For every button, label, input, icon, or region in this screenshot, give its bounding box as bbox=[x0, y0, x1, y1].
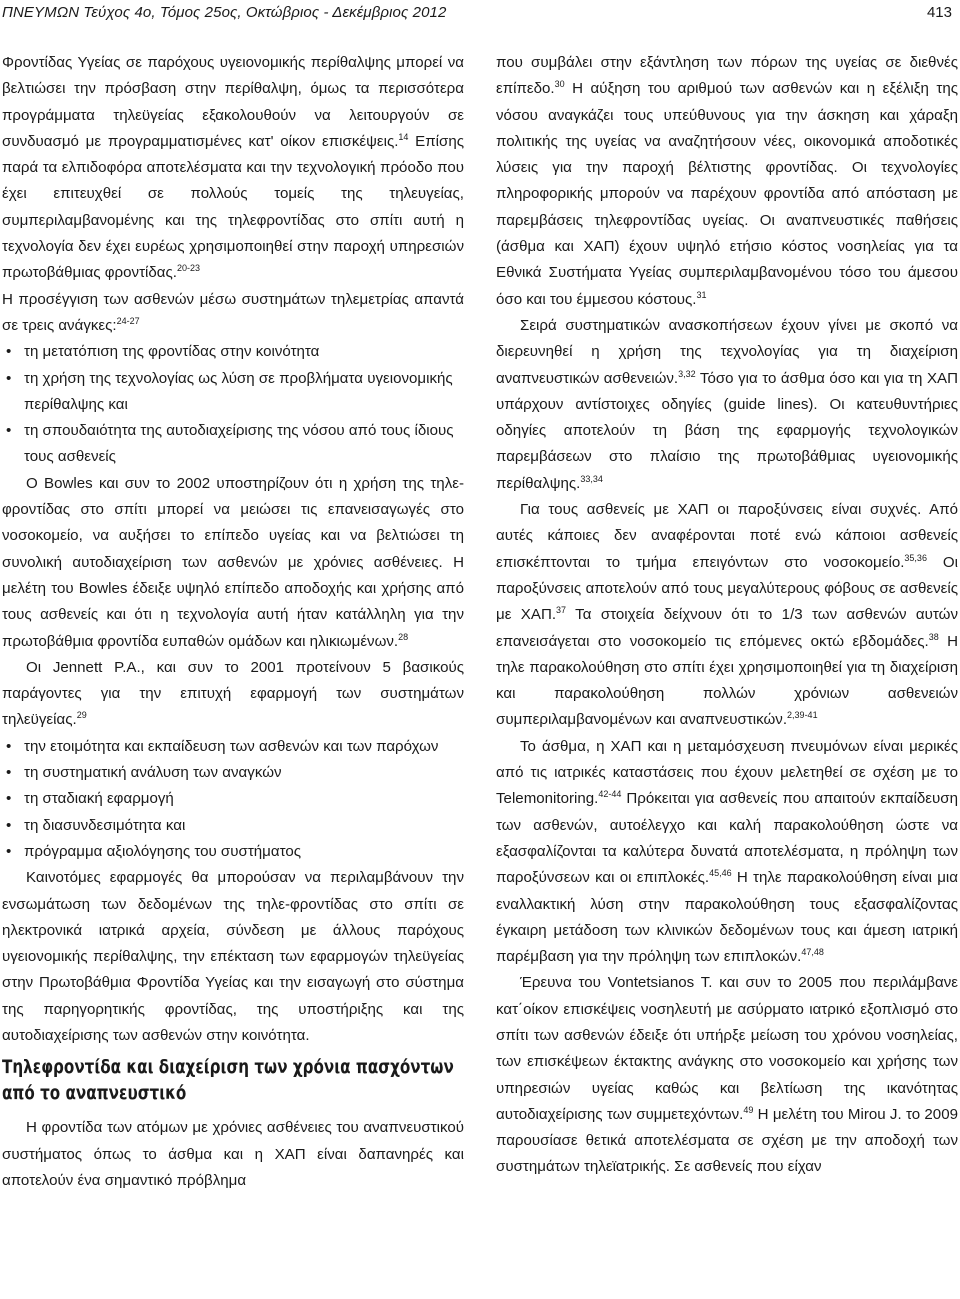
citation: 47,48 bbox=[801, 947, 824, 958]
list-item: • τη σταδιακή εφαρμογή bbox=[2, 786, 464, 812]
paragraph: Το άσθμα, η ΧΑΠ και η μεταμόσχευση πνευμόνων είναι μερικές από τις ιατρικές καταστάσεις που έχουν μελετηθεί σε σχέση με το Telemonitoring.$^{42-44}$ Πρόκειται για ασθενείς που απαιτούν εκπαίδευση των ασθενών, αυτοέλεγχο και καλή παρακολούθηση ώστε να εξασφαλίζονται τα καλύτερα δυνατά αποτελέσματα, η πρόληψη των παροξύνσεων και οι επιπλοκές.$^{45,46}$ Η τηλε παρακολούθηση είναι μια εναλλακτική λύση στην παρακολούθηση τους εξασφαλίζοντας έγκαιρη μετάδοση των κλινικών δεδομένων τους και άμεση ιατρική παρέμβαση για την πρόληψη των επιπλοκών.$^{47,48}$ bbox=[496, 737, 958, 966]
citation: 31 bbox=[696, 289, 707, 300]
paragraph: Οι Jennett P.A., και συν το 2001 προτείνουν 5 βασικούς παράγοντες για την επιτυχή εφαρμογή των συστημάτων τηλεϋγείας.$^{29}$ bbox=[2, 658, 464, 729]
citation: 28 bbox=[398, 631, 409, 642]
citation: 38 bbox=[928, 631, 939, 642]
citation: 33,34 bbox=[580, 473, 603, 484]
journal-title: ΠΝΕΥΜΩΝ Τεύχος 4ο, Τόμος 25ος, Οκτώβριος - Δεκέμβριος 2012 bbox=[2, 4, 447, 21]
paragraph: Έρευνα του Vontetsianos T. και συν το 2005 που περιλάμβανε κατ΄οίκον επισκέψεις νοσηλευτή με ασύρματο ιατρικό εξοπλισμό στο σπίτι των ασθενών έδειξε ότι υπήρξε μείωση του χρόνου νοσηλείας, των επισκέψεων έκτακτης ανάγκης στο νοσοκομείο και χρήσης των υπηρεσιών υγείας καθώς και βελτίωση της ικανότητας αυτοδιαχείρισης των συμμετεχόντων.$^{49}$ Η μελέτη του Mirou J. το 2009 παρουσίασε θετικά αποτελέσματα σε σχέση με την αποδοχή των συστημάτων τηλεϊατρικής. Σε ασθενείς που είχαν bbox=[496, 974, 958, 1176]
paragraph: Για τους ασθενείς με ΧΑΠ οι παροξύνσεις είναι συχνές. Από αυτές κάποιες δεν αναφέρονται ποτέ ενώ κάποιοι ασθενείς επισκέπτονται το τμήμα επειγόντων στο νοσοκομείο.$^{35,36}$ Οι παροξύνσεις αποτελούν από τους μεγαλύτερους φόβους σε ασθενείς με ΧΑΠ.$^{37}$ Τα στοιχεία δείχνουν ότι το 1/3 των ασθενών αυτών επανεισάγεται στο νοσοκομείο τις επόμενες οκτώ εβδομάδες.$^{38}$ Η τηλε παρακολούθηση στο σπίτι έχει χρησιμοποιηθεί για τη διαχείριση και παρακολούθηση πολλών χρόνιων ασθενειών συμπεριλαμβανομένων και αναπνευστικών.$^{2,39-41}$ bbox=[496, 501, 959, 729]
paragraph: Φροντίδας Υγείας σε παρόχους υγειονομικής περίθαλψης μπορεί να βελτιώσει την πρόσβαση στην περίθαλψη, όμως τα περισσότερα προγράμματα τηλεϋγείας εξακολουθούν να λειτουργούν σε συνδυασμό με προγραμματισμένες κατ' οίκον επισκέψεις.$^{14}$ Επίσης παρά τα ελπιδοφόρα αποτελέσματα και την τεχνολογική πρόοδο που έχει επιτευχθεί σε πολλούς τομείς της τηλευγείας, συμπεριλαμβανομένης και της τηλεφροντίδας στο σπίτι αυτή η τεχνολογία δεν έχει ευρέως χρησιμοποιηθεί στην παροχή υπηρεσιών πρωτοβάθμιας φροντίδας.$^{20-23}$ bbox=[2, 54, 464, 282]
citation: 37 bbox=[556, 605, 567, 616]
citation: 24-27 bbox=[116, 315, 140, 326]
citation: 42-44 bbox=[598, 789, 622, 800]
citation: 29 bbox=[76, 710, 87, 721]
list-item: • τη μετατόπιση της φροντίδας στην κοινότητα bbox=[2, 339, 464, 365]
list-item: • τη σπουδαιότητα της αυτοδιαχείρισης της νόσου από τους ίδιους τους ασθενείς bbox=[2, 418, 464, 471]
right-column bbox=[496, 50, 958, 1181]
citation: 45,46 bbox=[709, 868, 732, 879]
paragraph: Η προσέγγιση των ασθενών μέσω συστημάτων τηλεμετρίας απαντά σε τρεις ανάγκες:$^{24-27}$ bbox=[2, 290, 464, 334]
list-item: • την ετοιμότητα και εκπαίδευση των ασθενών και των παρόχων bbox=[2, 734, 464, 760]
page-header bbox=[0, 0, 960, 30]
paragraph: που συμβάλει στην εξάντληση των πόρων της υγείας σε διεθνές επίπεδο.$^{30}$ Η αύξηση του αριθμού των ασθενών και η εξέλιξη της νόσου αναγκάζει τους υπεύθυνους για την άσκηση και χάραξη πολιτικής της υγείας να αναζητήσουν νέες, οικονομικά αποδοτικές λύσεις για την παροχή βέλτιστης φροντίδας. Οι τεχνολογίες πληροφορικής μπορούν να παρέχουν φροντίδα από απόσταση με παρεμβάσεις τηλεφροντίδας υγείας. Οι αναπνευστικές παθήσεις (άσθμα και ΧΑΠ) έχουν υψηλό ετήσιο κόστος νοσηλείας για τα Εθνικά Συστήματα Υγείας συμπεριλαμβανομένου τόσο του άμεσου όσο και του έμμεσου κόστους.$^{31}$ bbox=[496, 54, 958, 308]
list-item: • πρόγραμμα αξιολόγησης του συστήματος bbox=[2, 839, 464, 865]
citation: 3,32 bbox=[678, 368, 696, 379]
list-item: • τη συστηματική ανάλυση των αναγκών bbox=[2, 760, 464, 786]
paragraph: Ο Bowles και συν το 2002 υποστηρίζουν ότι η χρήση της τηλε-φροντίδας στο σπίτι μπορεί να μειώσει τις επανεισαγωγές στο νοσοκομείο, να αυξήσει το επίπεδο υγείας και να βελτιώσει τη συνολική αυτοδιαχείριση των ασθενών με χρόνιες ασθένειες. Η μελέτη του Bowles έδειξε υψηλό επίπεδο αποδοχής και χρήσης από τους ασθενείς και ότι η τεχνολογία αυτή ήταν κατάλληλη για την πρωτοβάθμια φροντίδα ευπαθών ομάδων και ηλικιωμένων.$^{28}$ bbox=[2, 474, 464, 650]
left-column bbox=[2, 50, 464, 1194]
list-item: • τη χρήση της τεχνολογίας ως λύση σε προβλήματα υγειονομικής περίθαλψης και bbox=[2, 366, 464, 419]
citation: 2,39-41 bbox=[787, 710, 818, 721]
section-heading: Τηλεφροντίδα και διαχείριση των χρόνια πασχόντων από το αναπνευστικό bbox=[2, 1057, 454, 1105]
citation: 49 bbox=[743, 1104, 754, 1115]
bullet-list bbox=[2, 734, 464, 865]
citation: 20-23 bbox=[177, 263, 201, 274]
paragraph: Σειρά συστηματικών ανασκοπήσεων έχουν γίνει με σκοπό να διερευνηθεί η χρήση της τεχνολογίας για τη διαχείριση αναπνευστικών ασθενειών.$^{3,32}$ Τόσο για το άσθμα όσο και για τη ΧΑΠ υπάρχουν αντίστοιχες οδηγίες (guide lines). Οι κατευθυντήριες οδηγίες αποτελούν τη βάση της εφαρμογής τεχνολογικών παρεμβάσεων στο πλαίσιο της πρωτοβάθμιας υγειονομικής περίθαλψης.$^{33,34}$ bbox=[496, 316, 959, 492]
list-item: • τη διασυνδεσιμότητα και bbox=[2, 813, 464, 839]
page-number: 413 bbox=[926, 4, 952, 21]
paragraph: Η φροντίδα των ατόμων με χρόνιες ασθένειες του αναπνευστικού συστήματος όπως το άσθμα και η ΧΑΠ είναι δαπανηρές και αποτελούν ένα σημαντικό πρόβλημα bbox=[2, 1119, 464, 1189]
citation: 35,36 bbox=[904, 552, 927, 563]
citation: 30 bbox=[554, 79, 565, 90]
bullet-list bbox=[2, 339, 464, 470]
citation: 14 bbox=[398, 131, 409, 142]
paragraph: Καινοτόμες εφαρμογές θα μπορούσαν να περιλαμβάνουν την ενσωμάτωση των δεδομένων της τηλε-φροντίδας στο σπίτι σε ηλεκτρονικά ιατρικά αρχεία, σύνδεση με άλλους παρόχους υγειονομικής περίθαλψης, την επέκταση των εφαρμογών τηλεϋγείας στην Πρωτοβάθμια Φροντίδα Υγείας και την εισαγωγή στο σύστημα της παρηγορητικής φροντίδας, της υποστήριξης και της αυτοδιαχείρισης των ασθενών στην κοινότητα. bbox=[2, 869, 464, 1044]
